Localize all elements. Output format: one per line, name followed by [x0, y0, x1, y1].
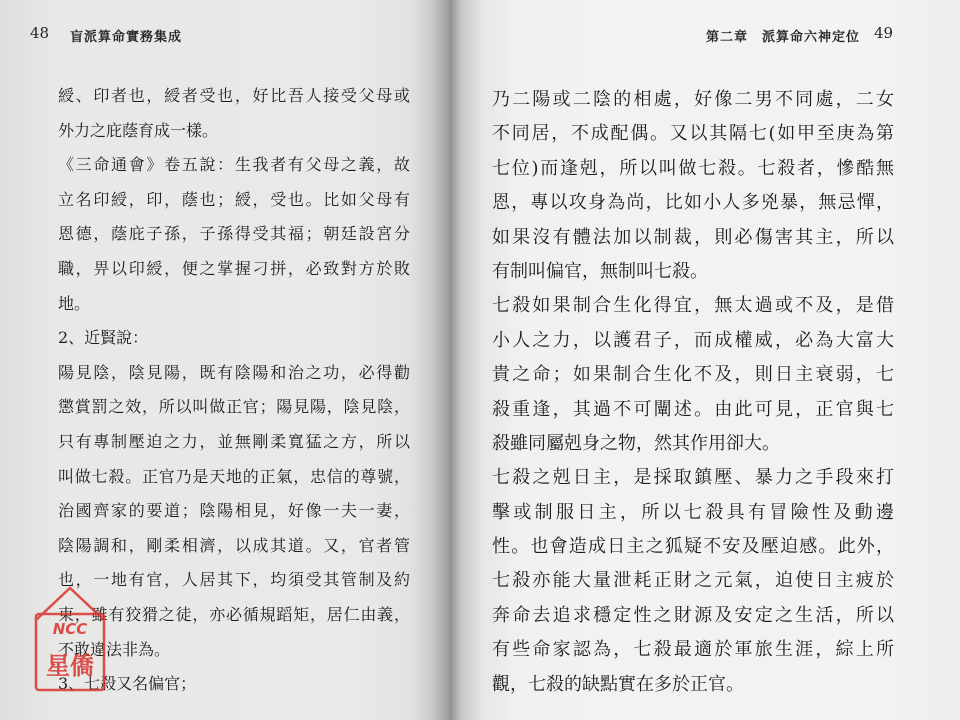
text-line: 七殺亦能大量泄耗正財之元氣，迫使日主疲於	[492, 570, 894, 592]
text-line: 也，一地有官，人居其下，均須受其管制及約	[58, 570, 410, 590]
text-line: 束，雖有狡猾之徒，亦必循規蹈矩，居仁由義，	[58, 604, 410, 624]
text-line: 擊或制服日主，所以七殺具有冒險性及動邊	[492, 501, 894, 523]
right-page	[452, 0, 960, 720]
text-line: 乃二陽或二陰的相處，好像二男不同處，二女	[492, 89, 894, 110]
text-line: 不敢違法非為。	[58, 639, 171, 659]
chapter-label: 第二章	[706, 30, 749, 45]
text-line: 2、近賢說：	[58, 328, 149, 348]
text-line: 殺雖同屬剋身之物，然其作用卻大。	[492, 432, 780, 454]
left-page-number: 48	[30, 24, 50, 42]
text-line: 貴之命；如果制合生化不及，則日主衰弱，七	[492, 364, 894, 386]
left-page-body	[58, 79, 410, 702]
text-line: 懲賞罰之效，所以叫做正官；陽見陽，陰見陰，	[58, 397, 410, 417]
text-line: 陰陽調和，剛柔相濟，以成其道。又，官者管	[58, 535, 410, 555]
text-line: 性。也會造成日主之狐疑不安及壓迫感。此外，	[492, 536, 894, 558]
stamp-top-text: NCC	[52, 620, 88, 638]
text-line: 職，畀以印綬，便之掌握刁拼，必致對方於敗	[58, 258, 410, 278]
text-line: 觀，七殺的缺點實在多於正官。	[492, 673, 744, 695]
right-page-number: 49	[874, 24, 894, 42]
text-line: 七殺如果制合生化得宜，無太過或不及，是借	[492, 295, 894, 317]
text-line: 恩，專以攻身為尚，比如小人多兇暴，無忌憚，	[492, 192, 894, 214]
text-line: 殺重逢，其過不可闡述。由此可見，正官與七	[492, 398, 894, 420]
watermark-stamp	[32, 584, 108, 694]
text-line: 外力之庇蔭育成一樣。	[58, 120, 219, 140]
text-line: 立名印綬，印，蔭也；綬，受也。比如父母有	[58, 189, 410, 209]
text-line: 七位)而逢剋，所以叫做七殺。七殺者，慘酷無	[492, 157, 894, 179]
text-line: 綬、印者也，綬者受也，好比吾人接受父母或	[58, 86, 410, 105]
text-line: 小人之力，以護君子，而成權威，必為大富大	[492, 329, 894, 351]
text-line: 有些命家認為，七殺最適於軍旅生涯，綜上所	[492, 639, 894, 661]
text-line: 《三命通會》卷五說：生我者有父母之義，故	[58, 155, 410, 175]
text-line: 如果沒有體法加以制裁，則必傷害其主，所以	[492, 226, 894, 248]
text-line: 七殺之剋日主，是採取鎮壓、暴力之手段來打	[492, 467, 894, 489]
text-line: 有制叫偏官，無制叫七殺。	[492, 260, 708, 282]
text-line: 只有專制壓迫之力，並無剛柔寬猛之方，所以	[58, 431, 410, 451]
text-line: 3、七殺又名偏官；	[58, 674, 197, 694]
text-line: 不同居，不成配偶。又以其隔七(如甲至庚為第	[492, 123, 894, 145]
text-line: 地。	[58, 293, 91, 313]
left-running-head: 盲派算命實務集成	[70, 30, 183, 45]
right-running-head: 派算命六神定位	[762, 30, 861, 45]
stamp-bottom-text: 星僑	[46, 652, 94, 680]
text-line: 恩德，蔭庇子孫，子孫得受其福；朝廷設宮分	[58, 224, 410, 244]
text-line: 叫做七殺。正官乃是天地的正氣，忠信的尊號，	[58, 466, 410, 486]
right-page-body	[492, 83, 894, 702]
text-line: 治國齊家的要道；陰陽相見，好像一夫一妻，	[58, 501, 410, 521]
left-page	[0, 0, 452, 720]
text-line: 奔命去追求穩定性之財源及安定之生活，所以	[492, 604, 894, 626]
text-line: 陽見陰，陰見陽，既有陰陽和治之功，必得勸	[58, 362, 410, 382]
